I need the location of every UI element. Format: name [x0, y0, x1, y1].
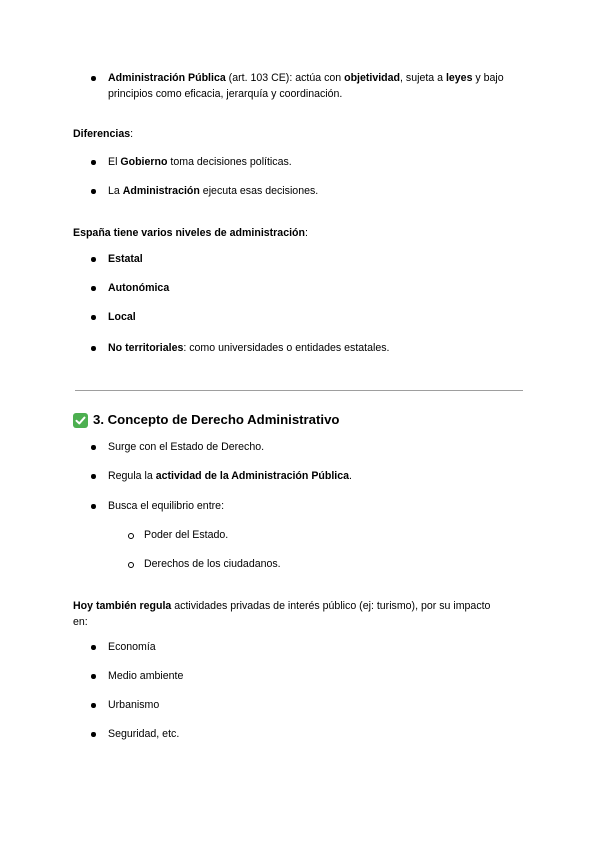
- niveles-label-text: España tiene varios niveles de administración: [73, 227, 305, 239]
- term-objetividad: objetividad: [344, 72, 401, 84]
- bullet-dot: [91, 474, 96, 479]
- bullet-dot: [91, 645, 96, 650]
- bullet-dot: [91, 160, 96, 165]
- bullet-dot: [91, 504, 96, 509]
- sub-bullet-circle: [128, 533, 134, 539]
- list-item-line-2: principios como eficacia, jerarquía y coordinación.: [108, 88, 343, 100]
- colon: :: [304, 227, 308, 239]
- bullet-dot: [91, 674, 96, 679]
- horizontal-divider: [75, 390, 523, 391]
- article-reference: (art. 103 CE): actúa con: [225, 72, 345, 84]
- bullet-dot: [91, 286, 96, 291]
- bullet-dot: [91, 189, 96, 194]
- list-item-regula: [108, 468, 352, 484]
- diferencias-label-text: Diferencias: [73, 128, 131, 140]
- text-fragment: El: [108, 156, 121, 168]
- text-fragment: La: [108, 185, 123, 197]
- niveles-label: [73, 225, 308, 241]
- text-fragment: y bajo: [472, 72, 504, 84]
- list-item-line: [108, 70, 548, 86]
- term-administracion-publica: Administración Pública: [108, 72, 226, 84]
- term-autonomica: Autonómica: [108, 282, 170, 294]
- text-fragment: , sujeta a: [400, 72, 446, 84]
- list-item-local: [108, 309, 136, 325]
- text-fragment: actividades privadas de interés público (ej: turismo), por su impacto: [171, 600, 491, 612]
- list-item-medio-ambiente: Medio ambiente: [108, 670, 184, 682]
- bullet-dot: [91, 76, 96, 81]
- list-item-urbanismo: Urbanismo: [108, 699, 160, 711]
- section-heading-text: 3. Concepto de Derecho Administrativo: [93, 412, 340, 427]
- text-fragment: .: [349, 470, 352, 482]
- list-item-no-territoriales: [108, 340, 389, 356]
- term-actividad-administracion: actividad de la Administración Pública: [155, 470, 349, 482]
- list-item-economia: Economía: [108, 641, 156, 653]
- bullet-dot: [91, 732, 96, 737]
- white-check-mark-icon: [73, 413, 88, 428]
- list-item-administracion-publica: [108, 70, 548, 102]
- list-item-estatal: [108, 251, 143, 267]
- sub-list-item-poder: Poder del Estado.: [144, 529, 229, 541]
- list-item-surge: [108, 439, 264, 455]
- diferencias-label: [73, 126, 133, 142]
- list-item-seguridad: Seguridad, etc.: [108, 728, 180, 740]
- text-fragment: Surge con el Estado de Derecho.: [108, 441, 265, 453]
- term-no-territoriales: No territoriales: [108, 342, 184, 354]
- sub-list-item-derechos: Derechos de los ciudadanos.: [144, 558, 281, 570]
- section-heading: [73, 410, 339, 430]
- text-fragment: Busca el equilibrio entre:: [108, 500, 225, 512]
- hoy-paragraph: [73, 598, 533, 630]
- bullet-dot: [91, 445, 96, 450]
- bullet-dot: [91, 315, 96, 320]
- paragraph-line-2: en:: [73, 616, 88, 628]
- term-hoy-tambien-regula: Hoy también regula: [73, 600, 172, 612]
- paragraph-line: [73, 598, 533, 614]
- bullet-dot: [91, 703, 96, 708]
- list-item-autonomica: [108, 280, 169, 296]
- text-fragment: ejecuta esas decisiones.: [199, 185, 319, 197]
- list-item-administracion: [108, 183, 318, 199]
- term-estatal: Estatal: [108, 253, 143, 265]
- list-item-gobierno: [108, 154, 292, 170]
- text-fragment: Regula la: [108, 470, 156, 482]
- bullet-dot: [91, 346, 96, 351]
- term-gobierno: Gobierno: [120, 156, 168, 168]
- colon: :: [130, 128, 134, 140]
- bullet-dot: [91, 257, 96, 262]
- term-leyes: leyes: [445, 72, 473, 84]
- text-fragment: toma decisiones políticas.: [167, 156, 292, 168]
- text-fragment: : como universidades o entidades estatales.: [183, 342, 390, 354]
- term-administracion: Administración: [122, 185, 200, 197]
- list-item-busca: [108, 498, 224, 514]
- sub-bullet-circle: [128, 562, 134, 568]
- term-local: Local: [108, 311, 136, 323]
